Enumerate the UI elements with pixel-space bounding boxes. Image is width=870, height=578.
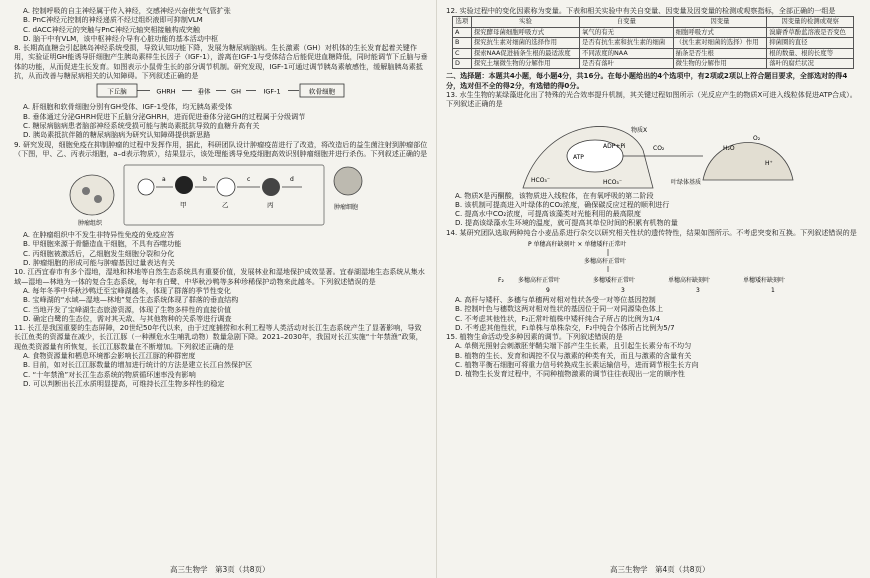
- q8-node-gh: GH: [231, 87, 241, 96]
- q14-stem: 14. 某研究团队选取两种纯合小麦品系进行杂交以研究相关性状的遗传特性，结果如图所示。不考虑突变和互换。下列叙述错误的是: [446, 227, 857, 237]
- q7-option-a: A. 控制呼吸的自主神经属于传入神经，交感神经兴奋使支气管扩张: [23, 6, 231, 15]
- q14-option-c: C. 不考虑其他性状，F₂正常叶植株中矮秆纯合子所占的比例为1/4: [455, 313, 661, 323]
- table-cell: A: [453, 27, 472, 37]
- q13-option-c: C. 提高水中CO₂浓度，可提高该藻类对光能利用的最高限度: [455, 209, 641, 219]
- q9-label-d: d: [290, 176, 294, 184]
- table-cell: 细胞呼吸方式: [673, 27, 767, 37]
- q12-head-experiment: 实验: [471, 17, 579, 27]
- table-row: [453, 48, 854, 58]
- q8-option-b: B. 垂体通过分泌GHRH促进下丘脑分泌GHRH，进而促进垂体分泌GH的过程属于分级调节: [23, 111, 306, 121]
- q8-node-igf1: IGF-1: [263, 87, 281, 96]
- table-cell: 溴麝香草酚蓝溶液是否变色: [767, 27, 854, 37]
- table-cell: B: [453, 38, 472, 48]
- q8-stem: 8. 长期高血糖会引起胰岛神经系统受损，导致认知功能下降，发展为糖尿病脑病。生长激素（GH）对机体的生长发育起着关键作用，实验证明GH能诱导肝细胞产生胰岛素样生长因子（IGF-1），游离在IGF-1与受体结合后能促进血糖降低，同时能调节下丘脑与垂体的功能，从而促进生长发育。如图表示小鼠骨生长的部分调节机制。研究发现，IGF-1可通过调节胰岛素敏感性，缓解脑胰岛素抵抗，从而改善与糖尿病相关的认知障碍。下列叙述正确的是: [14, 43, 428, 81]
- q14-ratio-1: 9: [546, 287, 550, 294]
- q12-stem: 12. 实验过程中的变化因素称为变量。下表和相关实验中有关自变量、因变量及因变量的检测或观察指标，全部正确的一组是: [446, 6, 836, 15]
- q7-option-c: C. dACC神经元的突触与PnC神经元轴突相接触构成突触: [23, 24, 200, 34]
- q9-label-cell-c: 丙: [267, 201, 274, 210]
- table-row: [453, 58, 854, 68]
- q13-label-hco3-right: HCO₃⁻: [603, 178, 622, 186]
- table-cell: 是否有落叶: [580, 58, 674, 68]
- table-row: [453, 38, 854, 48]
- q9-label-b: b: [203, 176, 207, 184]
- q14-ratio-3: 3: [696, 287, 700, 294]
- q13-stem: 13. 水生生物的某绿藻进化出了特殊的光合效率提升机制，其关键过程如图所示（光反应产生的物质X可进入线粒体促进ATP合成）。下列叙述正确的是: [446, 89, 857, 109]
- table-cell: 探索NAA促进插条生根的最适浓度: [471, 48, 579, 58]
- cell-a-shape: [175, 176, 193, 194]
- q15-option-a: A. 单侧光照射会刺激胚芽鞘尖端下部产生生长素，且引起生长素分布不均匀: [455, 341, 692, 351]
- q8-hormone-axis-diagram: [96, 81, 346, 101]
- q7-option-d: D. 脑干中有VLM，该中枢神经介导有心脏功能的基本活动中枢: [23, 33, 219, 43]
- tissue-cell-2: [94, 195, 102, 203]
- q8-node-chondrocyte: 软骨细胞: [309, 87, 335, 96]
- q8-node-pituitary: 垂体: [197, 87, 211, 96]
- q15-option-c: C. 植物平衡石细胞可将重力信号转换成生长素运输信号，进而调节根生长方向: [455, 360, 699, 370]
- cell-b-shape: [217, 178, 235, 196]
- q8-node-ghrh: GHRH: [156, 87, 176, 96]
- q12-head-measure: 因变量的检测或观察: [767, 17, 854, 27]
- q9-stem: 9. 研究发现，细胞免疫在抑制肿瘤的过程中发挥作用，据此，科研团队设计肿瘤疫苗进行了改造，将改造后的益生菌注射到肿瘤部位（下图，甲、乙、丙表示细胞，a–d表示物质），结果显示，该处理能诱导免疫细胞高效识别肿瘤细胞并进行杀伤。下列叙述正确的是: [14, 139, 428, 158]
- q13-label-x: 物质X: [631, 126, 648, 134]
- q15-option-b: B. 植物的生长、发育和调控不仅与激素的种类有关，而且与激素的含量有关: [455, 350, 692, 360]
- right-column: [446, 6, 860, 379]
- q10-option-d: D. 确定白鹭的生态位，需对其天敌、与其他物种的关系等进行调查: [23, 313, 232, 323]
- table-row: [453, 27, 854, 37]
- table-cell: 氧气的有无: [580, 27, 674, 37]
- q14-cross-diagram: [488, 238, 818, 294]
- q13-option-b: B. 该机制可提高进入叶绿体的CO₂浓度，确保碳反应过程的顺利进行: [455, 199, 670, 209]
- table-cell: 不同浓度的NAA: [580, 48, 674, 58]
- section-2-heading: 二、选择题：本题共4小题，每小题4分，共16分。在每小题给出的4个选项中，有2项或2项以上符合题目要求，全部选对的得4分，选对但不全的得2分，有选错的得0分。: [446, 71, 848, 90]
- q13-label-o2: O₂: [753, 134, 761, 142]
- q14-option-b: B. 控制叶色与穗数这两对相对性状的基因位于同一对同源染色体上: [455, 304, 663, 314]
- q7-option-b: B. PnC神经元控制的神经递质不经过组织液即可抑制VLM: [23, 15, 203, 25]
- q14-option-d: D. 不考虑其他性状，F₁单株与单株杂交，F₂中纯合个体所占比例为5/7: [455, 322, 675, 332]
- q15-option-d: D. 植物生长发育过程中，不同种植物激素的调节往往表现出一定的顺序性: [455, 369, 685, 379]
- q14-ratio-4: 1: [771, 287, 775, 294]
- tissue-cell-1: [82, 187, 90, 195]
- table-cell: 探究土壤微生物的分解作用: [471, 58, 579, 68]
- q13-option-a: A. 物质X是丙酮酸，该物质进入线粒体，在有氧呼吸的第二阶段: [455, 190, 654, 200]
- q9-option-d: D. 肿瘤细胞的形成可能与肿瘤基因过量表达有关: [23, 258, 175, 268]
- q13-label-adp: ADP+Pi: [603, 142, 626, 150]
- q12-header-row: [453, 17, 854, 27]
- q10-option-b: B. 宝峰湖的“水域—湿地—林地”复合生态系统体现了群落的垂直结构: [23, 295, 239, 305]
- q11-option-c: C. “十年禁渔”对长江生态系统的物质循环速率没有影响: [23, 369, 196, 379]
- q15-stem: 15. 植物生命活动受多种因素的调节。下列叙述错误的是: [446, 332, 623, 342]
- q8-node-hypothalamus: 下丘脑: [107, 87, 127, 96]
- footer-page-3: 高三生物学 第3页（共8页）: [170, 565, 270, 574]
- page-gutter: [436, 0, 437, 578]
- q14-f1-label: 多穗高秆正常叶: [584, 258, 627, 265]
- q14-f2-c: 单穗高秆缺刻叶: [668, 277, 711, 284]
- q13-label-co2: CO₂: [653, 144, 665, 152]
- q14-option-a: A. 高秆与矮秆、多穗与单穗两对相对性状各受一对等位基因控制: [455, 295, 656, 304]
- q13-label-atp: ATP: [573, 153, 584, 161]
- q10-stem: 10. 江西宜春市有多个湿地，湿地和林地等自然生态系统具有重要价值，发展林业和湿地保护成效显著。宜春湖湿地生态系统从集水域—湿地—林地为一体的复合生态系统，每年有白鹭、中华秋沙鸭等多种珍稀保护动物来此越冬。下列叙述错误的是: [14, 267, 425, 286]
- tumor-tissue-shape: [70, 175, 114, 215]
- q8-option-a: A. 肝细胞和软骨细胞分别有GH受体、IGF-1受体，均无胰岛素受体: [23, 102, 233, 112]
- table-cell: （抗生素对细菌的选择）作用: [673, 38, 767, 48]
- q8-option-d: D. 胰岛素抵抗伴随的糖尿病脑病为研究认知障碍提供新思路: [23, 130, 211, 140]
- q14-parent-line: P 单穗高秆缺刻叶 × 单穗矮秆正常叶: [528, 241, 627, 248]
- q9-label-cell-a: 甲: [180, 201, 187, 210]
- q12-table: [452, 16, 854, 69]
- q13-label-h2o: H₂O: [723, 144, 735, 152]
- q14-f2-a: 多穗高秆正常叶: [518, 277, 561, 284]
- q11-option-b: B. 目前，如对长江江豚数量的增加进行统计的方法是建立长江自然保护区: [23, 360, 253, 370]
- footer-page-4: 高三生物学 第4页（共8页）: [610, 565, 710, 574]
- q9-label-tumor: 肿瘤细胞: [334, 204, 359, 212]
- q13-label-h: H⁺: [765, 159, 773, 167]
- cell-c-shape: [262, 178, 280, 196]
- q9-option-b: B. 甲细胞来源于骨髓造血干细胞，不具有吞噬功能: [23, 239, 182, 249]
- q11-option-d: D. 可以判断出长江水质明显提高，可维持长江生物多样性的稳定: [23, 378, 225, 388]
- table-cell: C: [453, 48, 472, 58]
- q12-head-independent: 自变量: [580, 17, 674, 27]
- q14-ratio-2: 3: [621, 287, 625, 294]
- table-cell: 落叶的腐烂状况: [767, 58, 854, 68]
- q13-option-d: D. 提高该绿藻水生环境的温度，就可提高其单位时间的积累有机物的量: [455, 218, 678, 228]
- q9-label-cell-b: 乙: [222, 201, 229, 210]
- q9-option-a: A. 在肿瘤组织中不发生非特异性免疫的免疫应答: [23, 230, 175, 240]
- q13-chloroplast-diagram: [503, 110, 803, 190]
- q11-stem: 11. 长江是我国重要的生态屏障，20世纪50年代以来，由于过度捕捞和水利工程等人类活动对长江生态系统产生了显著影响，导致长江鱼类的资源量在减少，长江江豚（一种濒危水生哺乳动物）数量急剧下降。2021–2030年，我国对长江实施“十年禁渔”政策，现鱼类资源量有所恢复，长江江豚数量在不断增加。下列叙述正确的是: [14, 323, 423, 351]
- table-cell: 是否有抗生素和抗生素的细菌: [580, 38, 674, 48]
- table-cell: 抑菌圈的直径: [767, 38, 854, 48]
- table-cell: 根的数量、根的长度等: [767, 48, 854, 58]
- q9-label-a: a: [162, 176, 166, 184]
- table-cell: 探究抗生素对细菌的选择作用: [471, 38, 579, 48]
- q12-head-dependent: 因变量: [673, 17, 767, 27]
- tumor-cell-shape: [334, 167, 362, 195]
- q9-label-site: 肿瘤组织: [78, 220, 103, 228]
- q9-option-c: C. 丙细胞被激活后，乙细胞发生细胞分裂和分化: [23, 248, 175, 258]
- bacteria-cell: [138, 179, 154, 195]
- q9-immune-diagram: [66, 159, 376, 229]
- table-cell: 微生物的分解作用: [673, 58, 767, 68]
- q14-f2-d: 单穗矮秆缺刻叶: [743, 277, 786, 284]
- q14-f2-b: 多穗矮秆正常叶: [593, 277, 636, 284]
- q8-option-c: C. 糖尿病脑病患者脑部神经系统受损可能与胰岛素抵抗导致的血糖升高有关: [23, 120, 260, 130]
- q9-label-c: c: [247, 176, 251, 184]
- table-cell: 探究酵母菌细胞呼吸方式: [471, 27, 579, 37]
- left-column: [14, 6, 428, 388]
- table-cell: D: [453, 58, 472, 68]
- q12-head-option: 选项: [453, 17, 472, 27]
- q11-option-a: A. 食物资源量和栖息环境都会影响长江江豚的种群密度: [23, 351, 196, 361]
- table-cell: 插条是否生根: [673, 48, 767, 58]
- q13-label-stroma: 叶绿体基质: [671, 178, 702, 186]
- q14-f2-label: F₂: [498, 277, 504, 284]
- q10-option-c: C. 当地开发了宝峰湖生态旅游资源，体现了生物多样性的直接价值: [23, 304, 232, 314]
- chloroplast-shape: [703, 142, 793, 180]
- q10-option-a: A. 每年冬季中华秋沙鸭迁至宝峰湖越冬，体现了群落的季节性变化: [23, 285, 231, 295]
- q13-label-hco3-left: HCO₃⁻: [531, 176, 550, 184]
